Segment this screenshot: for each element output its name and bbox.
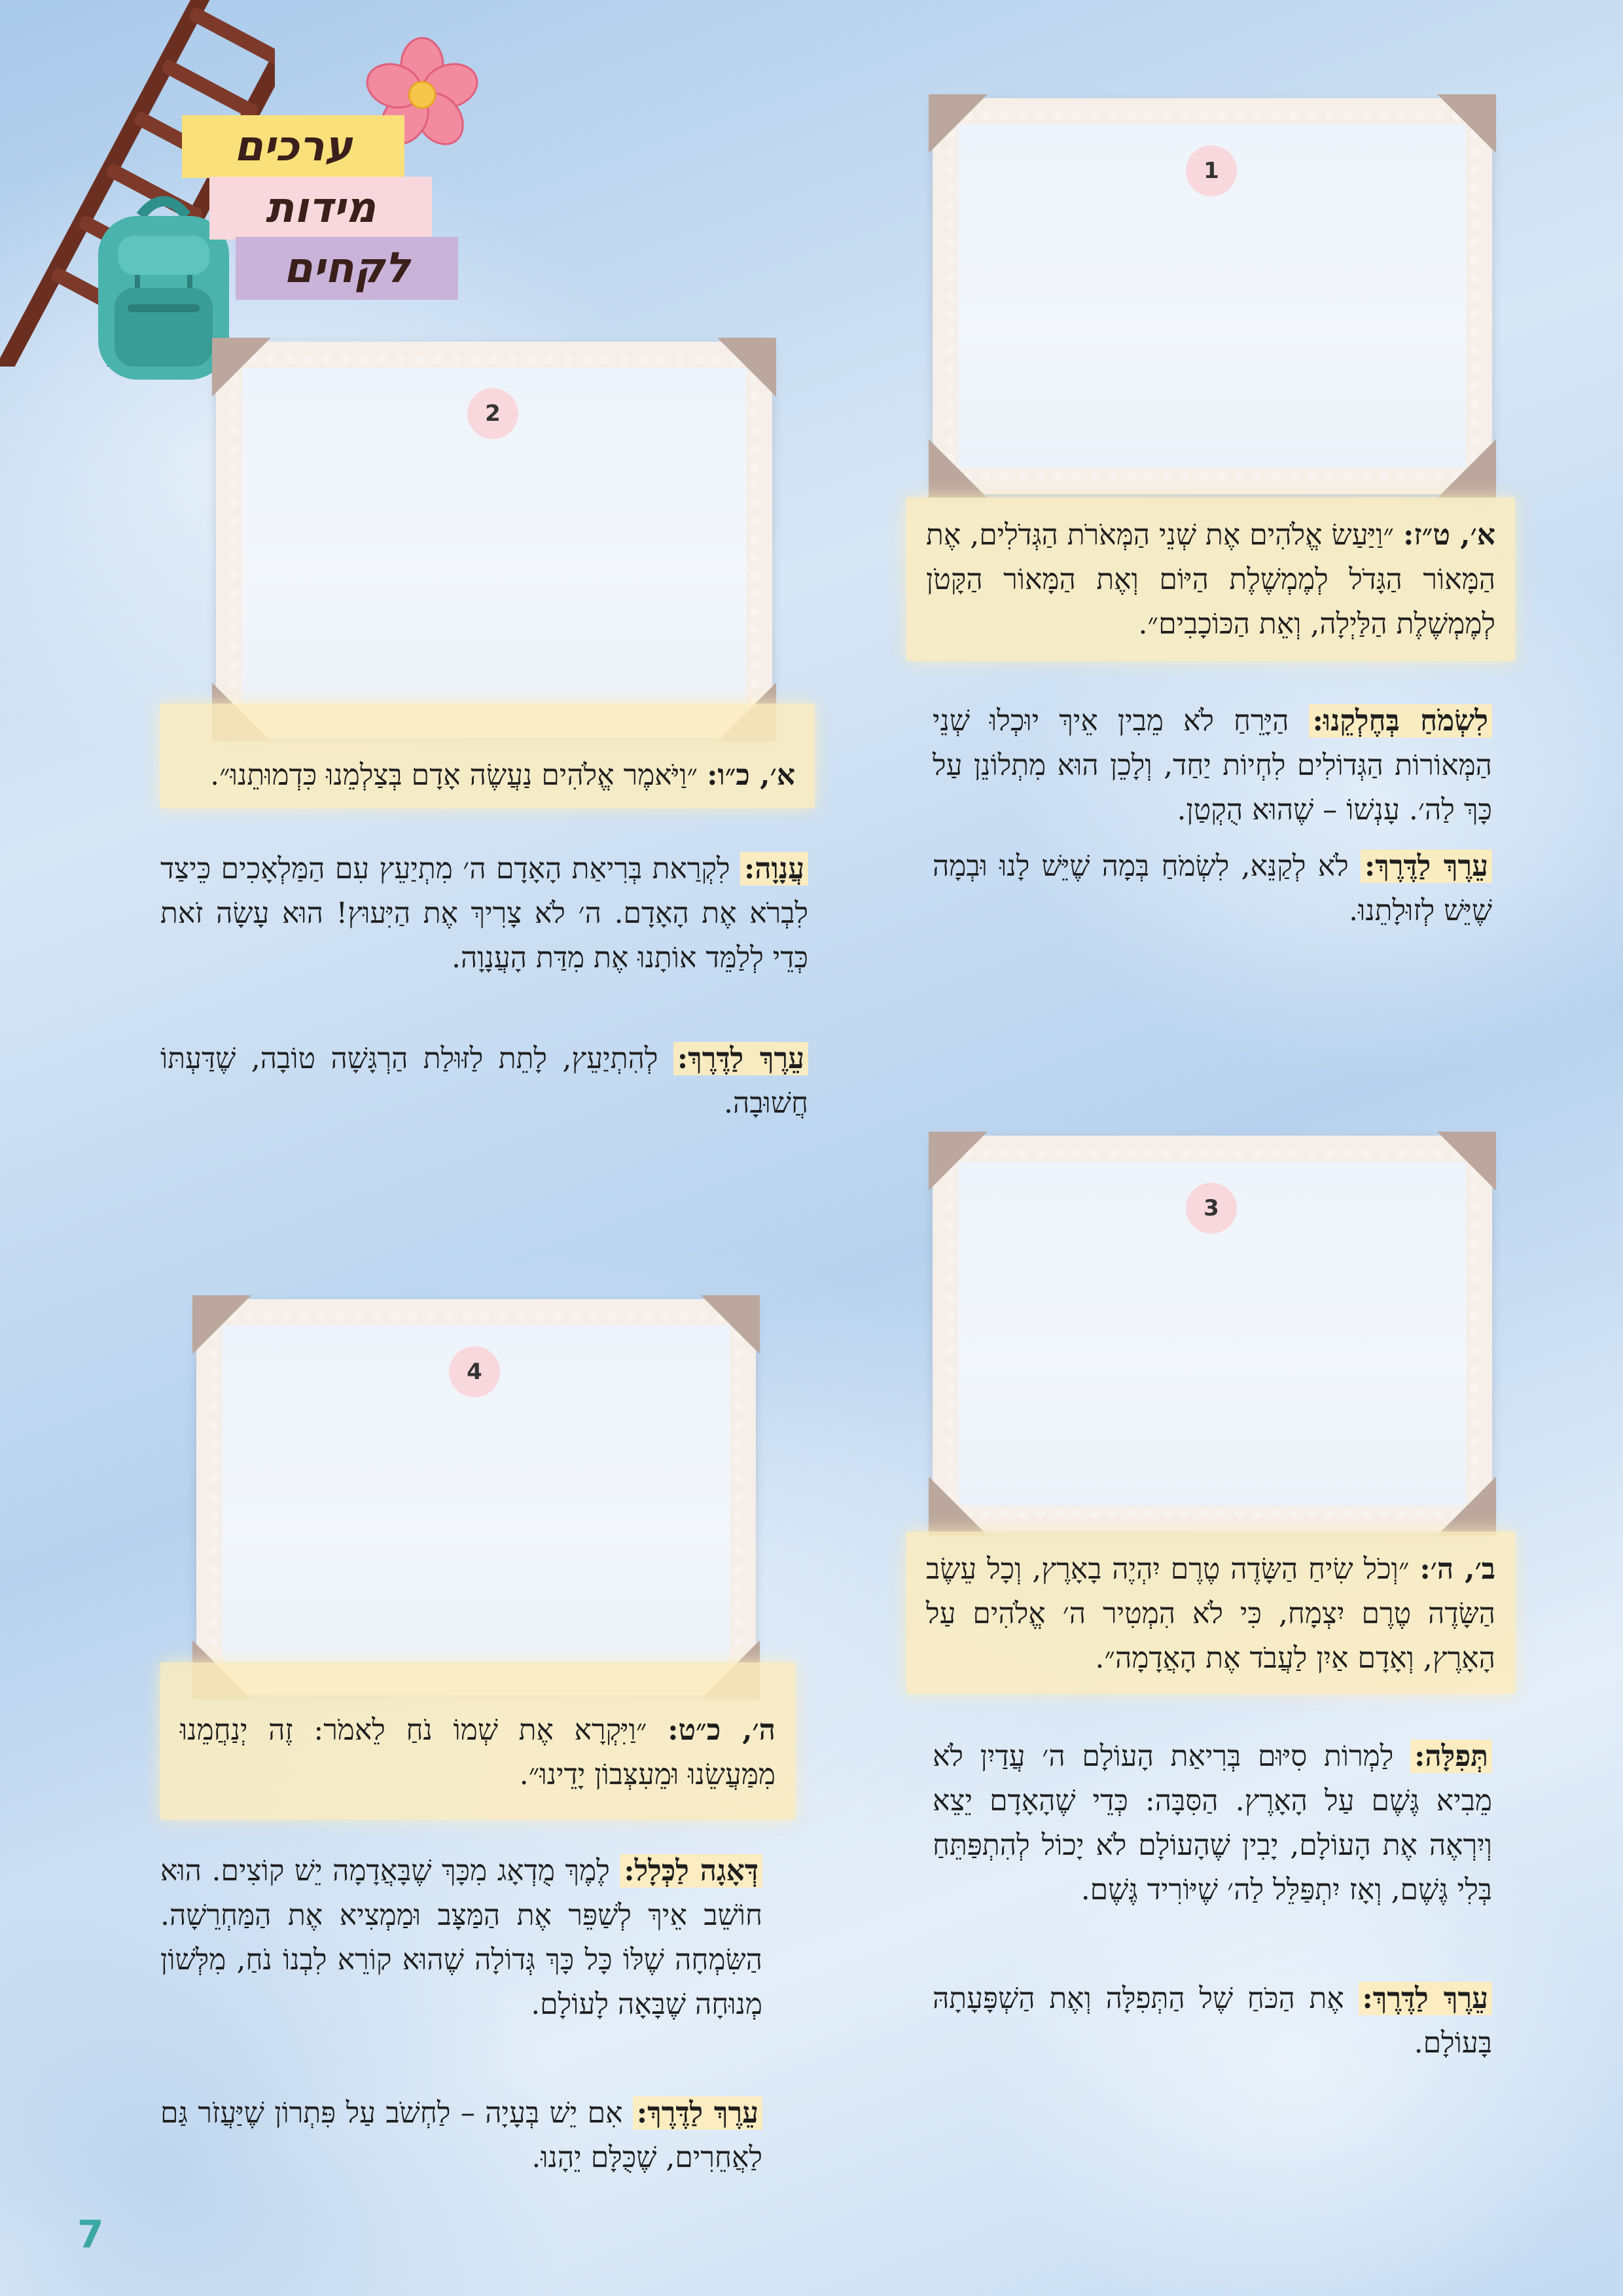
verse-strip-2 — [160, 704, 815, 808]
verse-reference: ה׳, כ״ט: — [668, 1713, 776, 1747]
verse-strip-3 — [906, 1532, 1515, 1694]
paragraph-value — [933, 1977, 1492, 2066]
paragraph-text: לֹא לְקַנֵּא, לִשְׂמֹחַ בְּמָה שֶׁיֵּשׁ לָנוּ וּבְמָה שֶׁיֵּשׁ לְזוּלָתֵנוּ. — [933, 850, 1492, 927]
page-number: 7 — [77, 2212, 104, 2257]
frame-number: 2 — [467, 388, 518, 439]
verse-text: ״וַיֹּאמֶר אֱלֹהִים נַעֲשֶׂה אָדָם בְּצַלְמֵנוּ כִּדְמוּתֵנוּ״. — [210, 759, 698, 792]
verse-reference: א׳, כ״ו: — [707, 759, 795, 792]
photo-frame-2 — [216, 342, 772, 738]
paragraph-lesson — [160, 1849, 762, 2027]
title-label-lessons: לקחים — [236, 237, 458, 300]
photo-frame-4 — [196, 1299, 756, 1695]
photo-frame-3 — [933, 1136, 1492, 1532]
paragraph-lesson — [933, 699, 1492, 833]
verse-reference: א׳, ט״ז: — [1403, 518, 1495, 552]
paragraph-lesson — [160, 847, 808, 980]
paragraph-value — [933, 844, 1492, 933]
paragraph-text: לִקְרַאת בְּרִיאַת הָאָדָם ה׳ מִתְיַעֵץ עִם הַמַּלְאָכִים כֵּיצַד לִבְרֹא אֶת הָאָדָם. ה׳ לֹא צָרִיךְ אֶת הַיִּעוּץ! הוּא עָשָׂה זֹאת כְּדֵי לְלַמֵּד אוֹתָנוּ אֶת מִדַּת הָעֲנָוָה. — [160, 852, 808, 975]
frame-number: 4 — [449, 1346, 500, 1397]
paragraph-heading: דְּאָגָה לַכְּלָל: — [620, 1854, 762, 1888]
frame-number: 3 — [1186, 1183, 1237, 1234]
paragraph-heading: לִשְׂמֹחַ בְּחֶלְקֵנוּ: — [1309, 704, 1492, 738]
paragraph-text: אֶת הַכֹּחַ שֶׁל הַתְּפִלָּה וְאֶת הַשְׁפָּעָתָהּ בָּעוֹלָם. — [933, 1982, 1492, 2060]
paragraph-heading: עֵרֶךְ לַדֶּרֶךְ: — [1359, 1982, 1492, 2015]
photo-frame-1 — [933, 98, 1492, 494]
frame-number: 1 — [1186, 145, 1237, 196]
title-label-values: ערכים — [182, 115, 404, 178]
verse-strip-1 — [906, 497, 1515, 661]
paragraph-text: לְהִתְיַעֵץ, לָתֵת לַזּוּלַת הַרְגָּשָׁה טוֹבָה, שֶׁדַּעְתּוֹ חֲשׁוּבָה. — [160, 1042, 808, 1120]
paragraph-text: לַמְרוֹת סִיּוּם בְּרִיאַת הָעוֹלָם ה׳ עֲדַיִן לֹא מֵבִיא גֶּשֶׁם עַל הָאָרֶץ. הַסִּבָּה: כְּדֵי שֶׁהָאָדָם יֵצֵא וְיִרְאֶה אֶת הָעוֹלָם, יָבִין שֶׁהָעוֹלָם לֹא יָכוֹל לְהִתְפַּתֵּחַ בְּלִי גֶּשֶׁם, וְאָז יִתְפַּלֵּל לַה׳ שֶׁיּוֹרִיד גֶּשֶׁם. — [933, 1740, 1492, 1907]
paragraph-heading: עֵרֶךְ לַדֶּרֶךְ: — [633, 2096, 762, 2130]
paragraph-text: אִם יֵשׁ בְּעָיָה – לַחְשֹׁב עַל פִּתְרוֹן שֶׁיַּעֲזֹר גַּם לַאֲחֵרִים, שֶׁכֻּלָּם יֵהָנוּ. — [160, 2096, 762, 2174]
verse-reference: ב׳, ה׳: — [1419, 1552, 1495, 1586]
paragraph-heading: עֵרֶךְ לַדֶּרֶךְ: — [673, 1042, 808, 1075]
verse-strip-4 — [160, 1662, 795, 1820]
paragraph-value — [160, 1037, 808, 1126]
paragraph-heading: עֲנָוָה: — [740, 852, 808, 886]
verse-text: ״וְכֹל שִׂיחַ הַשָּׂדֶה טֶרֶם יִהְיֶה בָאָרֶץ, וְכָל עֵשֶׂב הַשָּׂדֶה טֶרֶם יִצְמָח, כִּי לֹא הִמְטִיר ה׳ אֱלֹהִים עַל הָאָרֶץ, וְאָדָם אַיִן לַעֲבֹד אֶת הָאֲדָמָה״. — [926, 1552, 1495, 1675]
paragraph-value — [160, 2091, 762, 2180]
paragraph-heading: תְּפִלָּה: — [1410, 1740, 1492, 1773]
paragraph-heading: עֵרֶךְ לַדֶּרֶךְ: — [1361, 850, 1492, 883]
verse-text: ״וַיַּעַשׂ אֱלֹהִים אֶת שְׁנֵי הַמְּאֹרֹת הַגְּדֹלִים, אֶת הַמָּאוֹר הַגָּדֹל לְמֶמְשֶׁלֶת הַיּוֹם וְאֶת הַמָּאוֹר הַקָּטֹן לְמֶמְשֶׁלֶת הַלַּיְלָה, וְאֵת הַכּוֹכָבִים״. — [926, 518, 1495, 641]
verse-text: ״וַיִּקְרָא אֶת שְׁמוֹ נֹחַ לֵאמֹר: זֶה יְנַחֲמֵנוּ מִמַּעֲשֵׂנוּ וּמֵעִצְּבוֹן יָדֵינוּ״. — [180, 1713, 776, 1791]
title-label-traits: מידות — [209, 177, 432, 240]
paragraph-text: לֶמֶךְ מֻדְאָג מִכָּךְ שֶׁבָּאֲדָמָה יֵשׁ קוֹצִים. הוּא חוֹשֵׁב אֵיךְ לְשַׁפֵּר אֶת הַמַּצָּב וּמַמְצִיא אֶת הַמַּחְרֵשָׁה. הַשִּׂמְחָה שֶׁלּוֹ כָּל כָּךְ גְּדוֹלָה שֶׁהוּא קוֹרֵא לִבְנוֹ נֹחַ, מִלְּשׁוֹן מְנוּחָה שֶׁבָּאָה לָעוֹלָם. — [160, 1854, 762, 2021]
paragraph-text: הַיָּרֵחַ לֹא מֵבִין אֵיךְ יוּכְלוּ שְׁנֵי הַמְּאוֹרוֹת הַגְּדוֹלִים לִחְיוֹת יַחַד, וְלָכֵן הוּא מִתְלוֹנֵן עַל כָּךְ לַה׳. עָנְשׁוֹ – שֶׁהוּא הֻקְטַן. — [933, 704, 1492, 827]
paragraph-lesson — [933, 1734, 1492, 1912]
